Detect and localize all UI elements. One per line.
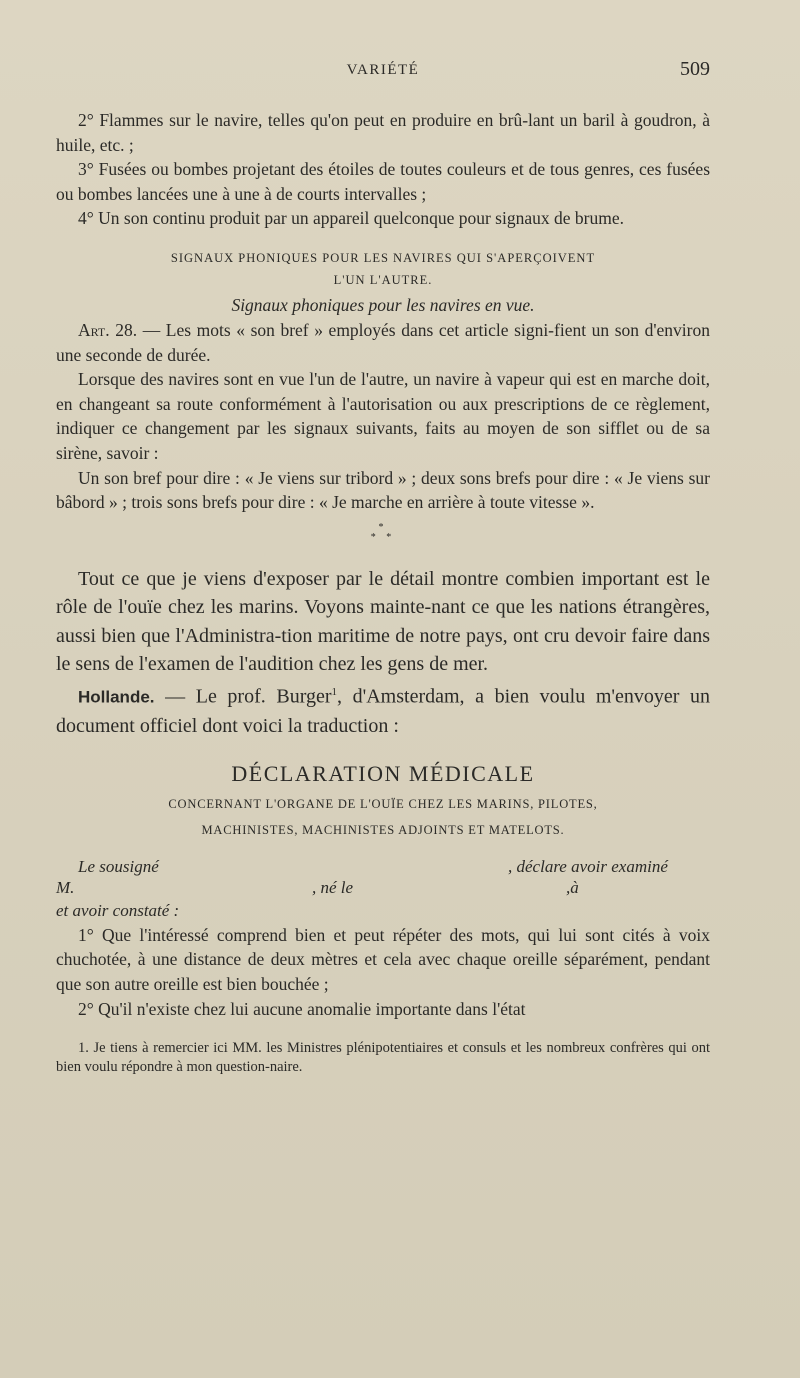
item-text: Un son continu produit par un appareil quelconque pour signaux de brume. [98,208,624,229]
declaration-title: DÉCLARATION MÉDICALE [231,760,535,786]
declaration-subtitle-line1: CONCERNANT L'ORGANE DE L'OUÏE CHEZ LES MARINS, PILOTES, [168,796,598,811]
list-item [56,157,710,206]
page-header [56,58,710,88]
form-constate: et avoir constaté : [56,900,180,920]
footnote-text: Je tiens à remercier ici MM. les Ministres plénipotentiaires et consuls et les nombreux confrères qui ont bien voulu répondre à mon question-naire. [56,1040,711,1076]
item-number: 3° [78,159,94,180]
footnote-number: 1. [78,1040,89,1057]
declaration-form [56,857,710,923]
running-title: VARIÉTÉ [346,62,420,78]
form-m: M. [56,877,75,897]
body-text: — Le prof. Burger [165,686,332,708]
list-item [56,108,710,157]
section-heading-line2: L'UN L'AUTRE. [333,272,433,287]
item-text: Flammes sur le navire, telles qu'on peut en produire en brû-lant un baril à goudron, à huile, etc. ; [56,110,710,155]
form-soussigne: Le sousigné [78,856,159,876]
item-number: 4° [78,208,94,229]
declaration-point [56,923,710,997]
point-text: Que l'intéressé comprend bien et peut répéter des mots, qui lui sont cités à voix chuchotée, à une distance de deux mètres et cela avec chaque oreille séparément, pendant que son autre oreille est bien bouchée ; [56,924,710,994]
paragraph: Un son bref pour dire : « Je viens sur tribord » ; deux sons brefs pour dire : « Je viens sur bâbord » ; trois sons brefs pour dire : « Je marche en arrière à toute vitesse ». [56,467,710,513]
body-paragraph [56,678,710,740]
point-number: 2° [78,998,94,1019]
item-number: 2° [78,110,94,130]
article-label: Art. 28. [78,319,138,340]
declaration-subtitle [56,791,710,843]
form-a: ,à [566,877,579,897]
paragraph: Lorsque des navires sont en vue l'un de l'autre, un navire à vapeur qui est en marche doit, en changeant sa route conformément à l'autorisation ou aux prescriptions de ce règlement, indiquer ce changement par les signaux suivants, faits au moyen de son sifflet ou de sa sirène, savoir : [56,369,710,463]
body-paragraph: Tout ce que je viens d'exposer par le détail montre combien important est le rôle de l'ouïe chez les marins. Voyons mainte-nant ce que les nations étrangères, aussi bien que l'Administra-tion maritime de notre pays, ont cru devoir faire dans le sens de l'examen de l'audition chez les gens de mer. [56,567,710,675]
section-subheading: Signaux phoniques pour les navires en vue. [231,294,535,315]
form-declare: , déclare avoir examiné [508,856,668,876]
form-ne-le: , né le [312,877,354,897]
ornament-star-top: * [378,521,388,533]
body-text: , d'Amsterdam, a bien voulu m'envoyer un document officiel dont voici la traduction : [56,686,711,738]
section-heading [56,247,710,291]
article-text: — Les mots « son bref » employés dans cet article signi-fient un son d'environ une seconde de durée. [56,319,710,365]
point-number: 1° [78,924,94,945]
footnote [56,1039,710,1077]
footnote-ref: 1 [331,686,338,699]
form-row [56,878,710,899]
ornament [56,523,710,543]
ornament-star-bottom: * * [370,531,396,543]
article-paragraph [56,318,710,367]
form-row [56,857,710,878]
page-number: 509 [680,58,710,80]
declaration-subtitle-line2: MACHINISTES, MACHINISTES ADJOINTS ET MATELOTS. [201,822,565,837]
list-item [56,206,710,231]
country-label: Hollande. [78,688,155,707]
declaration-point [56,997,710,1022]
text-column [56,108,710,1092]
section-heading-line1: SIGNAUX PHONIQUES POUR LES NAVIRES QUI S'APERÇOIVENT [170,250,596,265]
item-text: Fusées ou bombes projetant des étoiles de toutes couleurs et de tous genres, ces fusées ou bombes lancées une à une à de courts intervalles ; [56,159,711,204]
point-text: Qu'il n'existe chez lui aucune anomalie importante dans l'état [98,998,526,1019]
